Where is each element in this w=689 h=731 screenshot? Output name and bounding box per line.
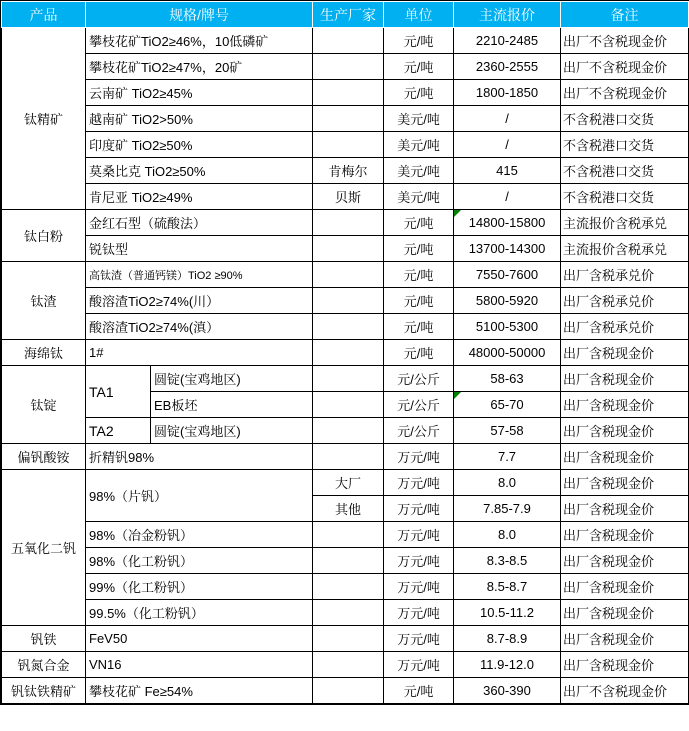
spec-cell: 云南矿 TiO2≥45% xyxy=(86,80,313,106)
price-cell: 58-63 xyxy=(454,366,561,392)
grade-cell: TA2 xyxy=(86,418,151,444)
note-cell: 出厂含税现金价 xyxy=(561,340,689,366)
spec-cell: 98%（化工粉钒） xyxy=(86,548,313,574)
note-cell: 出厂含税现金价 xyxy=(561,600,689,626)
spec-cell: 99.5%（化工粉钒） xyxy=(86,600,313,626)
price-cell: 8.0 xyxy=(454,470,561,496)
unit-cell: 元/吨 xyxy=(384,314,454,340)
table-row xyxy=(2,574,689,600)
table-row xyxy=(2,106,689,132)
price-cell: 415 xyxy=(454,158,561,184)
spec-cell: 酸溶渣TiO2≥74%(川） xyxy=(86,288,313,314)
note-cell: 出厂不含税现金价 xyxy=(561,678,689,704)
price-cell: 7550-7600 xyxy=(454,262,561,288)
col-header-unit: 单位 xyxy=(384,2,454,28)
product-cell: 钛精矿 xyxy=(2,28,86,210)
note-cell: 出厂含税现金价 xyxy=(561,496,689,522)
spec-cell: 锐钛型 xyxy=(86,236,313,262)
price-cell xyxy=(454,210,561,236)
unit-cell: 元/吨 xyxy=(384,54,454,80)
manufacturer-cell xyxy=(313,340,384,366)
unit-cell: 万元/吨 xyxy=(384,522,454,548)
price-value: 14800-15800 xyxy=(468,215,546,230)
manufacturer-cell: 贝斯 xyxy=(313,184,384,210)
spec-cell: 攀枝花矿TiO2≥47%，20矿 xyxy=(86,54,313,80)
price-cell: 7.7 xyxy=(454,444,561,470)
unit-cell: 元/公斤 xyxy=(384,418,454,444)
table-row xyxy=(2,236,689,262)
spec-cell: 金红石型（硫酸法） xyxy=(86,210,313,236)
unit-cell: 万元/吨 xyxy=(384,574,454,600)
price-cell: 8.5-8.7 xyxy=(454,574,561,600)
unit-cell: 元/公斤 xyxy=(384,392,454,418)
manufacturer-cell xyxy=(313,392,384,418)
product-cell: 钒铁 xyxy=(2,626,86,652)
price-cell: 7.85-7.9 xyxy=(454,496,561,522)
manufacturer-cell xyxy=(313,522,384,548)
manufacturer-cell xyxy=(313,262,384,288)
spec-cell: FeV50 xyxy=(86,626,313,652)
note-cell: 出厂含税现金价 xyxy=(561,470,689,496)
price-cell: 5800-5920 xyxy=(454,288,561,314)
unit-cell: 元/吨 xyxy=(384,80,454,106)
manufacturer-cell: 肯梅尔 xyxy=(313,158,384,184)
note-cell: 出厂含税现金价 xyxy=(561,548,689,574)
note-cell: 出厂含税承兑价 xyxy=(561,288,689,314)
table-row xyxy=(2,470,689,496)
manufacturer-cell xyxy=(313,288,384,314)
price-cell: 2360-2555 xyxy=(454,54,561,80)
manufacturer-cell xyxy=(313,418,384,444)
col-header-price: 主流报价 xyxy=(454,2,561,28)
table-row xyxy=(2,678,689,704)
product-cell: 钛白粉 xyxy=(2,210,86,262)
manufacturer-cell xyxy=(313,652,384,678)
note-cell: 出厂含税现金价 xyxy=(561,522,689,548)
unit-cell: 元/吨 xyxy=(384,262,454,288)
product-cell: 钒钛铁精矿 xyxy=(2,678,86,704)
product-cell: 钛渣 xyxy=(2,262,86,340)
table-row xyxy=(2,652,689,678)
unit-cell: 美元/吨 xyxy=(384,106,454,132)
price-cell: 2210-2485 xyxy=(454,28,561,54)
note-cell: 出厂含税承兑价 xyxy=(561,262,689,288)
table-row xyxy=(2,444,689,470)
table-row xyxy=(2,210,689,236)
manufacturer-cell xyxy=(313,314,384,340)
unit-cell: 元/吨 xyxy=(384,288,454,314)
note-cell: 不含税港口交货 xyxy=(561,158,689,184)
product-cell: 钒氮合金 xyxy=(2,652,86,678)
price-cell: / xyxy=(454,132,561,158)
unit-cell: 万元/吨 xyxy=(384,496,454,522)
col-header-manufacturer: 生产厂家 xyxy=(313,2,384,28)
note-cell: 出厂含税现金价 xyxy=(561,418,689,444)
spec-cell: 酸溶渣TiO2≥74%(滇） xyxy=(86,314,313,340)
manufacturer-cell xyxy=(313,132,384,158)
manufacturer-cell xyxy=(313,80,384,106)
spec-cell: 攀枝花矿 Fe≥54% xyxy=(86,678,313,704)
spec-cell: 高钛渣（普通钙镁）TiO2 ≥90% xyxy=(86,262,313,288)
price-cell: 8.3-8.5 xyxy=(454,548,561,574)
manufacturer-cell xyxy=(313,548,384,574)
subspec-cell: 圆锭(宝鸡地区) xyxy=(151,366,313,392)
table-row xyxy=(2,626,689,652)
price-table xyxy=(1,1,689,704)
manufacturer-cell xyxy=(313,54,384,80)
spec-cell: 98%（片钒） xyxy=(86,470,313,522)
table-row xyxy=(2,158,689,184)
spec-cell: 1# xyxy=(86,340,313,366)
unit-cell: 美元/吨 xyxy=(384,158,454,184)
table-row xyxy=(2,600,689,626)
col-header-note: 备注 xyxy=(561,2,689,28)
price-cell: 11.9-12.0 xyxy=(454,652,561,678)
table-row xyxy=(2,314,689,340)
spec-cell: 肯尼亚 TiO2≥49% xyxy=(86,184,313,210)
manufacturer-cell xyxy=(313,574,384,600)
price-cell: 1800-1850 xyxy=(454,80,561,106)
table-row xyxy=(2,184,689,210)
col-header-product: 产品 xyxy=(2,2,86,28)
spec-cell: 攀枝花矿TiO2≥46%，10低磷矿 xyxy=(86,28,313,54)
table-row xyxy=(2,418,689,444)
manufacturer-cell xyxy=(313,236,384,262)
note-cell: 不含税港口交货 xyxy=(561,106,689,132)
note-cell: 主流报价含税承兑 xyxy=(561,236,689,262)
manufacturer-cell xyxy=(313,28,384,54)
manufacturer-cell: 其他 xyxy=(313,496,384,522)
table-row xyxy=(2,80,689,106)
manufacturer-cell xyxy=(313,678,384,704)
price-cell: 57-58 xyxy=(454,418,561,444)
spec-cell: 99%（化工粉钒） xyxy=(86,574,313,600)
unit-cell: 元/吨 xyxy=(384,340,454,366)
manufacturer-cell xyxy=(313,210,384,236)
subspec-cell: EB板坯 xyxy=(151,392,313,418)
price-cell: 8.0 xyxy=(454,522,561,548)
price-cell: / xyxy=(454,106,561,132)
price-cell xyxy=(454,392,561,418)
note-cell: 不含税港口交货 xyxy=(561,184,689,210)
header-row xyxy=(2,2,689,28)
note-cell: 出厂含税现金价 xyxy=(561,574,689,600)
note-cell: 出厂含税承兑价 xyxy=(561,314,689,340)
price-cell: 10.5-11.2 xyxy=(454,600,561,626)
note-cell: 出厂含税现金价 xyxy=(561,626,689,652)
table-row xyxy=(2,366,689,392)
spec-cell: 印度矿 TiO2≥50% xyxy=(86,132,313,158)
note-cell: 出厂含税现金价 xyxy=(561,366,689,392)
unit-cell: 万元/吨 xyxy=(384,652,454,678)
product-cell: 偏钒酸铵 xyxy=(2,444,86,470)
unit-cell: 元/公斤 xyxy=(384,366,454,392)
table-row xyxy=(2,288,689,314)
unit-cell: 美元/吨 xyxy=(384,184,454,210)
price-cell: 8.7-8.9 xyxy=(454,626,561,652)
manufacturer-cell xyxy=(313,626,384,652)
manufacturer-cell xyxy=(313,106,384,132)
col-header-spec: 规格/牌号 xyxy=(86,2,313,28)
spec-cell: 越南矿 TiO2>50% xyxy=(86,106,313,132)
note-cell: 出厂含税现金价 xyxy=(561,392,689,418)
table-row xyxy=(2,28,689,54)
note-cell: 出厂不含税现金价 xyxy=(561,80,689,106)
note-cell: 不含税港口交货 xyxy=(561,132,689,158)
unit-cell: 元/吨 xyxy=(384,28,454,54)
manufacturer-cell: 大厂 xyxy=(313,470,384,496)
price-cell: 360-390 xyxy=(454,678,561,704)
note-cell: 出厂不含税现金价 xyxy=(561,54,689,80)
unit-cell: 万元/吨 xyxy=(384,600,454,626)
unit-cell: 万元/吨 xyxy=(384,470,454,496)
price-value: 65-70 xyxy=(490,397,524,412)
unit-cell: 万元/吨 xyxy=(384,548,454,574)
note-cell: 出厂含税现金价 xyxy=(561,652,689,678)
spec-cell: 莫桑比克 TiO2≥50% xyxy=(86,158,313,184)
note-cell: 主流报价含税承兑 xyxy=(561,210,689,236)
spec-cell: 98%（冶金粉钒） xyxy=(86,522,313,548)
unit-cell: 万元/吨 xyxy=(384,626,454,652)
unit-cell: 元/吨 xyxy=(384,678,454,704)
grade-cell: TA1 xyxy=(86,366,151,418)
price-cell: 13700-14300 xyxy=(454,236,561,262)
product-cell: 海绵钛 xyxy=(2,340,86,366)
unit-cell: 元/吨 xyxy=(384,236,454,262)
note-cell: 出厂含税现金价 xyxy=(561,444,689,470)
manufacturer-cell xyxy=(313,600,384,626)
table-row xyxy=(2,522,689,548)
manufacturer-cell xyxy=(313,366,384,392)
price-cell: 48000-50000 xyxy=(454,340,561,366)
unit-cell: 万元/吨 xyxy=(384,444,454,470)
spec-cell: VN16 xyxy=(86,652,313,678)
manufacturer-cell xyxy=(313,444,384,470)
product-cell: 钛锭 xyxy=(2,366,86,444)
table-row xyxy=(2,262,689,288)
price-cell: 5100-5300 xyxy=(454,314,561,340)
spec-cell: 折精钒98% xyxy=(86,444,313,470)
table-row xyxy=(2,548,689,574)
comment-flag-icon xyxy=(454,210,461,217)
subspec-cell: 圆锭(宝鸡地区) xyxy=(151,418,313,444)
product-cell: 五氧化二钒 xyxy=(2,470,86,626)
table-row xyxy=(2,54,689,80)
unit-cell: 元/吨 xyxy=(384,210,454,236)
table-row xyxy=(2,132,689,158)
table-row xyxy=(2,340,689,366)
price-cell: / xyxy=(454,184,561,210)
comment-flag-icon xyxy=(454,392,461,399)
note-cell: 出厂不含税现金价 xyxy=(561,28,689,54)
unit-cell: 美元/吨 xyxy=(384,132,454,158)
